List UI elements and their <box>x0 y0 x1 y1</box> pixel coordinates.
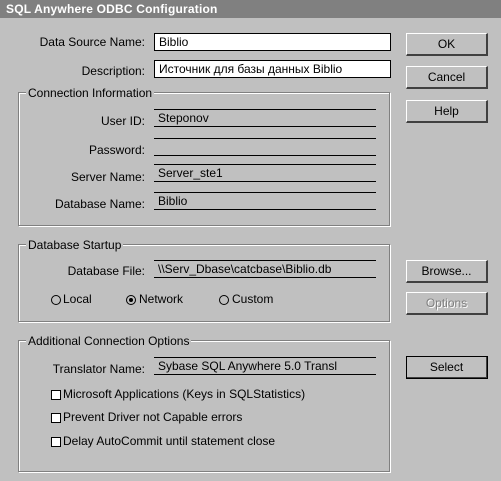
radio-network[interactable] <box>126 295 136 305</box>
dsn-label: Data Source Name: <box>39 35 145 49</box>
radio-local-label: Local <box>63 292 92 306</box>
microsoft-apps-label: Microsoft Applications (Keys in SQLStatistics) <box>63 387 306 401</box>
options-button[interactable]: Options <box>406 292 488 315</box>
database-startup-title: Database Startup <box>28 238 122 252</box>
server-label: Server Name: <box>70 170 145 184</box>
prevent-driver-label: Prevent Driver not Capable errors <box>63 410 243 424</box>
password-label: Password: <box>88 143 145 157</box>
connection-info-title: Connection Information <box>28 86 153 100</box>
delay-autocommit-label: Delay AutoCommit until statement close <box>63 434 276 448</box>
browse-button[interactable]: Browse... <box>406 260 488 283</box>
prevent-driver-checkbox[interactable] <box>51 413 61 423</box>
dbname-label: Database Name: <box>54 197 145 211</box>
radio-custom[interactable] <box>219 295 229 305</box>
window-title: SQL Anywhere ODBC Configuration <box>6 2 218 16</box>
radio-custom-label: Custom <box>232 292 274 306</box>
translator-input[interactable]: Sybase SQL Anywhere 5.0 Transl <box>154 357 376 375</box>
password-input[interactable] <box>154 138 376 156</box>
database-startup-group <box>18 244 390 322</box>
server-input[interactable]: Server_ste1 <box>154 164 376 182</box>
microsoft-apps-checkbox[interactable] <box>51 390 61 400</box>
userid-input[interactable]: Steponov <box>154 109 376 127</box>
dbname-input[interactable]: Biblio <box>154 192 376 210</box>
radio-local[interactable] <box>51 295 61 305</box>
description-label: Description: <box>81 64 145 78</box>
title-bar <box>0 0 501 18</box>
cancel-button[interactable]: Cancel <box>406 66 488 89</box>
select-button[interactable]: Select <box>406 356 488 379</box>
delay-autocommit-checkbox[interactable] <box>51 437 61 447</box>
description-input[interactable]: Источник для базы данных Biblio <box>154 60 391 78</box>
dbfile-input[interactable]: \\Serv_Dbase\catcbase\Biblio.db <box>154 260 376 278</box>
ok-button[interactable]: OK <box>406 33 488 56</box>
additional-options-title: Additional Connection Options <box>28 334 190 348</box>
dbfile-label: Database File: <box>67 264 145 278</box>
userid-label: User ID: <box>100 114 145 128</box>
translator-label: Translator Name: <box>52 362 145 376</box>
help-button[interactable]: Help <box>406 100 488 123</box>
radio-network-label: Network <box>139 292 184 306</box>
dsn-input[interactable]: Biblio <box>154 33 391 51</box>
